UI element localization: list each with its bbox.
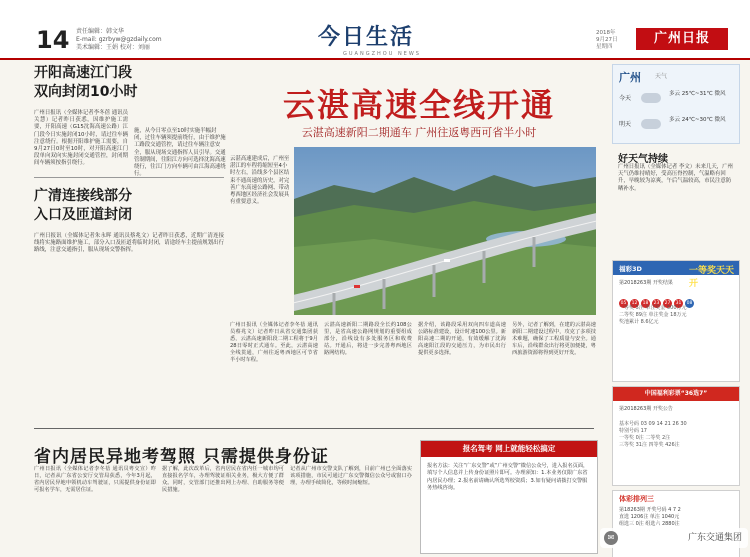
lottery-2-subtitle: 第2018263期 开奖公告 <box>619 406 673 412</box>
section-divider <box>34 428 594 429</box>
source-watermark <box>600 528 748 548</box>
lottery-panel-2 <box>612 386 740 486</box>
lottery-1-name: 福彩3D <box>619 265 642 273</box>
lottery-1-line: 奖池累计 8.6亿元 <box>619 319 659 325</box>
meta-line-design: 美术编辑：王娟 校对：刘丽 <box>76 44 150 51</box>
masthead <box>0 0 750 60</box>
main-subheadline: 云湛高速新阳二期通车 广州往返粤西可省半小时 <box>301 126 537 139</box>
story-1-headline-line-1: 开阳高速江门段 <box>34 65 132 81</box>
newspaper-logo: 广州日报 <box>636 28 728 50</box>
lottery-ball: 23 <box>653 301 660 306</box>
main-story-body-3: 据介绍，该路段采用双向四车道高速公路标准建设，设计时速100公里。新阳高速二期的开通，有效缓解了沈海高速阳江段的交通压力，为市民出行提供更多选择。 <box>418 322 506 356</box>
lottery-1-prize: 一等奖天天开 <box>689 266 735 289</box>
weather-panel <box>612 64 740 144</box>
info-box-body: 报名方法：关注“广东交警”或“广州交警”微信公众号，进入报名页面，填写个人信息并上传身份证照片即可。办理须知：1.本业务仅限广东省内居民办理；2.报名前请确认所选驾校资质；3.如有疑问请拨打交警服务热线咨询。 <box>427 463 589 492</box>
lottery-2-line: 一等奖 0注 二等奖 2注 <box>619 435 671 441</box>
section-subtitle: GUANGZHOU NEWS <box>343 51 421 57</box>
cloud-icon <box>641 119 661 129</box>
lottery-2-details <box>619 421 733 449</box>
weather-body: 广州日报讯（全媒体记者 李文）未来几天，广州天气仍维持晴好，受高压脊控制，气温略有回升，早晚较为凉爽，午后气温较高，市民注意防晒补水。 <box>618 164 733 192</box>
lottery-2-line: 特别号码 17 <box>619 428 647 434</box>
story-1-body: 广州日报讯（全媒体记者李冬蓓 通讯员关慧）记者昨日获悉，因维护施工需要，开阳高速（G15沈海高速公路）江门段今日实施封闭10小时，请过往车辆注意绕行。根据开阳维护施工需要，自9月27日0时至10时，对开阳高速江门段单向双向实施封闭交通管控，封闭期间车辆须按指引绕行。 <box>34 110 128 167</box>
lottery-ball: 12 <box>631 301 638 306</box>
bottom-headline: 省内居民异地考驾照 只需提供身份证 <box>34 447 329 467</box>
page-number: 14 <box>36 26 70 54</box>
lottery-2-title: 中国福利彩票“36选7” <box>613 387 739 401</box>
lottery-ball: 31 <box>675 301 682 306</box>
highway-photo <box>294 147 596 315</box>
lottery-1-subtitle: 第2018263期 开奖结果 <box>619 280 673 286</box>
lottery-ball: 27 <box>664 301 671 306</box>
date-year: 2018年 <box>596 30 616 36</box>
bottom-story-body-1: 广州日报讯（全媒体记者李冬蓓 通讯员粤交宣）昨日，记者从广东省公安厅交管局获悉，今年3月起，省内居民异地申领机动车驾驶证，只需提供身份证即可报名学车，无需居住证。 <box>34 466 156 493</box>
main-story-body-2: 云湛高速新阳二期路段全长约108公里，是省高速公路网规划的重要组成部分，沿线设有多处服务区和收费站。开通后，将进一步完善粤西地区路网结构。 <box>324 322 412 356</box>
main-headline: 云湛高速全线开通 <box>282 86 555 124</box>
lottery-3-line: 组选三 0注 组选六 2880注 <box>619 521 680 527</box>
main-story-body-1: 广州日报讯（全媒体记者李冬蓓 通讯员蔡兆文）记者昨日从省交通集团获悉，云湛高速新阳段二期工程将于9月28日零时正式通车。至此，云湛高速全线贯通，广州往返粤西地区可节省半小时车程。 <box>230 322 318 363</box>
lottery-panel-1 <box>612 260 740 382</box>
date-weekday: 星期四 <box>596 44 613 50</box>
meta-line-email: E-mail: gzrbyw@gzdaily.com <box>76 36 162 43</box>
lottery-1-line: 二等奖 89注 单注奖金 18万元 <box>619 312 687 318</box>
lottery-ball: 18 <box>642 301 649 306</box>
watermark-text: 广东交通集团 <box>687 533 742 543</box>
lottery-3-line: 直选 1206注 单注 1040元 <box>619 514 680 520</box>
weather-badge: 天气 <box>655 73 668 80</box>
weather-tomorrow-text: 多云 24℃~30℃ 微风 <box>669 117 726 123</box>
story-2-headline-line-1: 广清连接线部分 <box>34 187 132 204</box>
lottery-3-details <box>619 507 733 528</box>
weather-headline: 好天气持续 <box>618 154 668 165</box>
lottery-3-title: 体彩排列三 <box>619 495 654 503</box>
lottery-2-line: 三等奖 31注 四等奖 426注 <box>619 442 680 448</box>
right-column <box>612 64 738 557</box>
issue-date <box>596 30 618 51</box>
story-1-headline-line-2: 双向封闭10小时 <box>34 84 138 100</box>
story-2-body: 广州日报讯（全媒体记者朱永晖 通讯员蔡兆文）记者昨日获悉，近期广清连接线将实施路面维护施工，部分入口及匝道将临时封闭，请途经车主提前规划出行路线，注意交通指引，服从现场交警指挥。 <box>34 232 224 254</box>
bottom-story-body-2: 据了解，此次改革后，省内居民在省内任一城市均可直接报名学车，办理驾驶证相关业务，极大方便了群众。同时，交管部门还推出网上办理、自助服务等便民措施。 <box>162 466 284 493</box>
date-day: 9月27日 <box>596 37 618 43</box>
main-story-body-4: 另外，记者了解到，在建的云湛高速新阳二期建设过程中，攻克了多项技术难题，确保了工程质量与安全。通车后，沿线群众出行将更加便捷，粤西旅游资源将得到更好开发。 <box>512 322 596 356</box>
weather-today-text: 多云 25℃~31℃ 微风 <box>669 91 726 97</box>
lottery-ball: 05 <box>620 301 627 306</box>
bottom-story-body-3: 记者从广州市交警支队了解到，目前广州已全面落实该项措施，市民可通过广东交警微信公众号或窗口办理，办理手续简化，等候时间缩短。 <box>290 466 412 486</box>
lottery-1-line: 一等奖 5注 单注奖金 500万元 <box>619 305 687 311</box>
lottery-3-line: 第18263期 开奖号码 4 7 2 <box>619 507 681 513</box>
story-2-headline-line-2: 入口及匝道封闭 <box>34 206 132 223</box>
section-title: 今日生活 <box>318 24 415 50</box>
story-1-continued: 施，从今日零点至10时实施半幅封闭，过往车辆须提前绕行，由于维护施工路段交通管控，请过往车辆注意安全，服从现场交通指挥人员引导。交通管制期间，往阳江方向可选择沈海高速绕行，往江门方向车辆可由江海高速绕行。 <box>134 128 226 178</box>
weather-today-label: 今天 <box>619 95 632 102</box>
info-box-title: 报名驾考 网上就能轻松搞定 <box>421 441 597 457</box>
highway-illustration <box>294 147 596 315</box>
lottery-1-details <box>619 305 733 326</box>
lottery-2-line: 基本号码 03 09 14 21 26 30 <box>619 421 687 427</box>
cloud-icon <box>641 93 661 103</box>
weather-tomorrow-label: 明天 <box>619 121 632 128</box>
main-story-sidebar-text: 云湛高速建成后，广州至湛江的车程将缩短至4小时左右，沿线多个县区结束不通高速的历史，对完善广东高速公路网、带动粤西地区经济社会发展具有重要意义。 <box>230 156 290 206</box>
weather-city: 广州 <box>619 71 641 84</box>
editor-meta <box>76 28 162 52</box>
info-box <box>420 440 598 554</box>
meta-line-editor: 责任编辑：韩文华 <box>76 28 125 35</box>
wechat-icon: ✉ <box>604 531 618 545</box>
lottery-ball-special: 08 <box>686 301 693 306</box>
